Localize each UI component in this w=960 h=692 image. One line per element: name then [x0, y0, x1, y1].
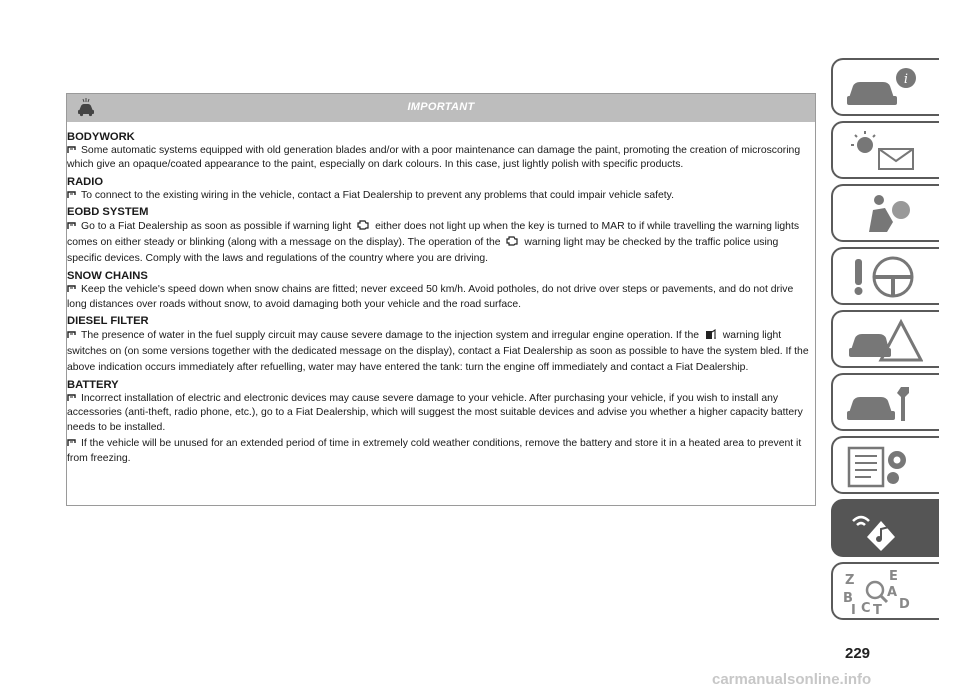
- multimedia-icon: [843, 507, 923, 551]
- tab-dashboard-lights[interactable]: [831, 121, 939, 179]
- battery-text-2: If the vehicle will be unused for an extended period of time in extremely cold weather conditions, remove the battery and store it in a heated area to prevent it from freezing.: [67, 438, 802, 464]
- section-title-bodywork: BODYWORK: [67, 131, 135, 143]
- battery-paragraph-2: [67, 437, 815, 466]
- important-content: [67, 122, 815, 466]
- bullet-icon: [67, 284, 77, 293]
- eobd-text-3: warning light may be checked by the traffic police using specific devices. Comply with the laws and regulations of the country where you are driving.: [67, 237, 779, 265]
- watermark: carmanualsonline.info: [712, 671, 872, 688]
- index-letter-i: I: [851, 603, 856, 614]
- index-letter-e: E: [889, 570, 898, 584]
- tab-technical-data[interactable]: [831, 436, 939, 494]
- eobd-text-2: either does not light up when the key is turned to MAR to if while travelling the warning lights comes on either steady or blinking (along with a message on the display). The operation of the: [67, 221, 800, 249]
- bullet-icon: [67, 145, 77, 154]
- bullet-icon: [67, 438, 77, 447]
- index-letter-z: Z: [845, 573, 855, 588]
- steering-wheel-icon: [843, 255, 923, 299]
- section-title-radio: RADIO: [67, 175, 104, 188]
- bullet-icon: [67, 393, 77, 402]
- eobd-paragraph: [67, 219, 815, 267]
- svg-text:i: i: [903, 72, 909, 87]
- section-title-diesel-filter: DIESEL FILTER: [67, 315, 149, 328]
- page-number: 229: [845, 645, 871, 662]
- index-letter-b: B: [843, 591, 853, 606]
- battery-paragraph-1: [67, 392, 815, 435]
- bodywork-text: Some automatic systems equipped with old generation blades and/or with a poor maintenance can damage the paint, promoting the creation of microscoring which give an opaque/coated appearance to the paint, especially on dark colours. In this case, just lightly polish with specific products.: [67, 145, 801, 171]
- important-header: [67, 94, 815, 122]
- index-letter-d: D: [899, 597, 910, 612]
- index-letter-c: C: [861, 601, 871, 614]
- airbag-icon: [843, 192, 923, 236]
- snow-chains-paragraph: [67, 283, 815, 312]
- important-title: IMPORTANT: [407, 101, 475, 113]
- diesel-text-1: The presence of water in the fuel supply circuit may cause severe damage to the injection system and irregular engine operation. If the: [81, 330, 700, 342]
- bullet-icon: [67, 221, 77, 230]
- tab-servicing[interactable]: [831, 373, 939, 431]
- radio-text: To connect to the existing wiring in the vehicle, contact a Fiat Dealership to prevent any problems that could impair vehicle safety.: [81, 189, 674, 201]
- tab-car-info[interactable]: [831, 58, 939, 116]
- tab-multimedia[interactable]: [831, 499, 939, 557]
- emergency-icon: [843, 318, 923, 362]
- important-box: [66, 93, 816, 506]
- section-title-battery: BATTERY: [67, 379, 119, 392]
- diesel-text-2: warning light switches on (on some versions together with the dedicated message on the display), contact a Fiat Dealership as soon as possible to have the system bled. If the above indication occurs immediately after refuelling, water may have entered the tank: turn the engine off immediately and contact a Fiat Dealership.: [67, 330, 809, 374]
- bullet-icon: [67, 330, 77, 339]
- tab-index[interactable]: [831, 562, 939, 620]
- radio-paragraph: [67, 189, 815, 203]
- warning-lights-icon: [843, 129, 923, 173]
- water-in-fuel-icon: [704, 328, 718, 340]
- tab-starting-driving[interactable]: [831, 247, 939, 305]
- bodywork-paragraph: [67, 144, 815, 173]
- section-title-eobd: EOBD SYSTEM: [67, 206, 149, 219]
- engine-warning-icon: [356, 219, 370, 231]
- section-title-snow-chains: SNOW CHAINS: [67, 270, 148, 283]
- eobd-text-1: Go to a Fiat Dealership as soon as possible if warning light: [81, 221, 352, 233]
- chapter-tabs: [831, 58, 940, 625]
- servicing-icon: [843, 381, 923, 425]
- tab-safety[interactable]: [831, 184, 939, 242]
- car-info-icon: [843, 66, 923, 110]
- snow-chains-text: Keep the vehicle's speed down when snow chains are fitted; never exceed 50 km/h. Avoid potholes, do not drive over steps or pavements, and do not drive long distances over roads without snow, to avoid damaging both your vehicle and the road surface.: [67, 284, 794, 310]
- bullet-icon: [67, 190, 77, 199]
- battery-text-1: Incorrect installation of electric and electronic devices may cause severe damage to your vehicle. After purchasing your vehicle, if you wish to install any accessories (anti-theft, radio phone, etc.), go to a Fiat Dealership, which will suggest the most suitable devices and advise you whether a higher capacity battery needs to be installed.: [67, 393, 803, 433]
- index-letter-t: T: [873, 603, 882, 614]
- tab-emergency[interactable]: [831, 310, 939, 368]
- diesel-filter-paragraph: [67, 328, 815, 376]
- index-icon: [843, 570, 923, 614]
- engine-warning-icon: [505, 235, 519, 247]
- index-letter-a: A: [887, 585, 898, 600]
- technical-data-icon: [843, 444, 923, 488]
